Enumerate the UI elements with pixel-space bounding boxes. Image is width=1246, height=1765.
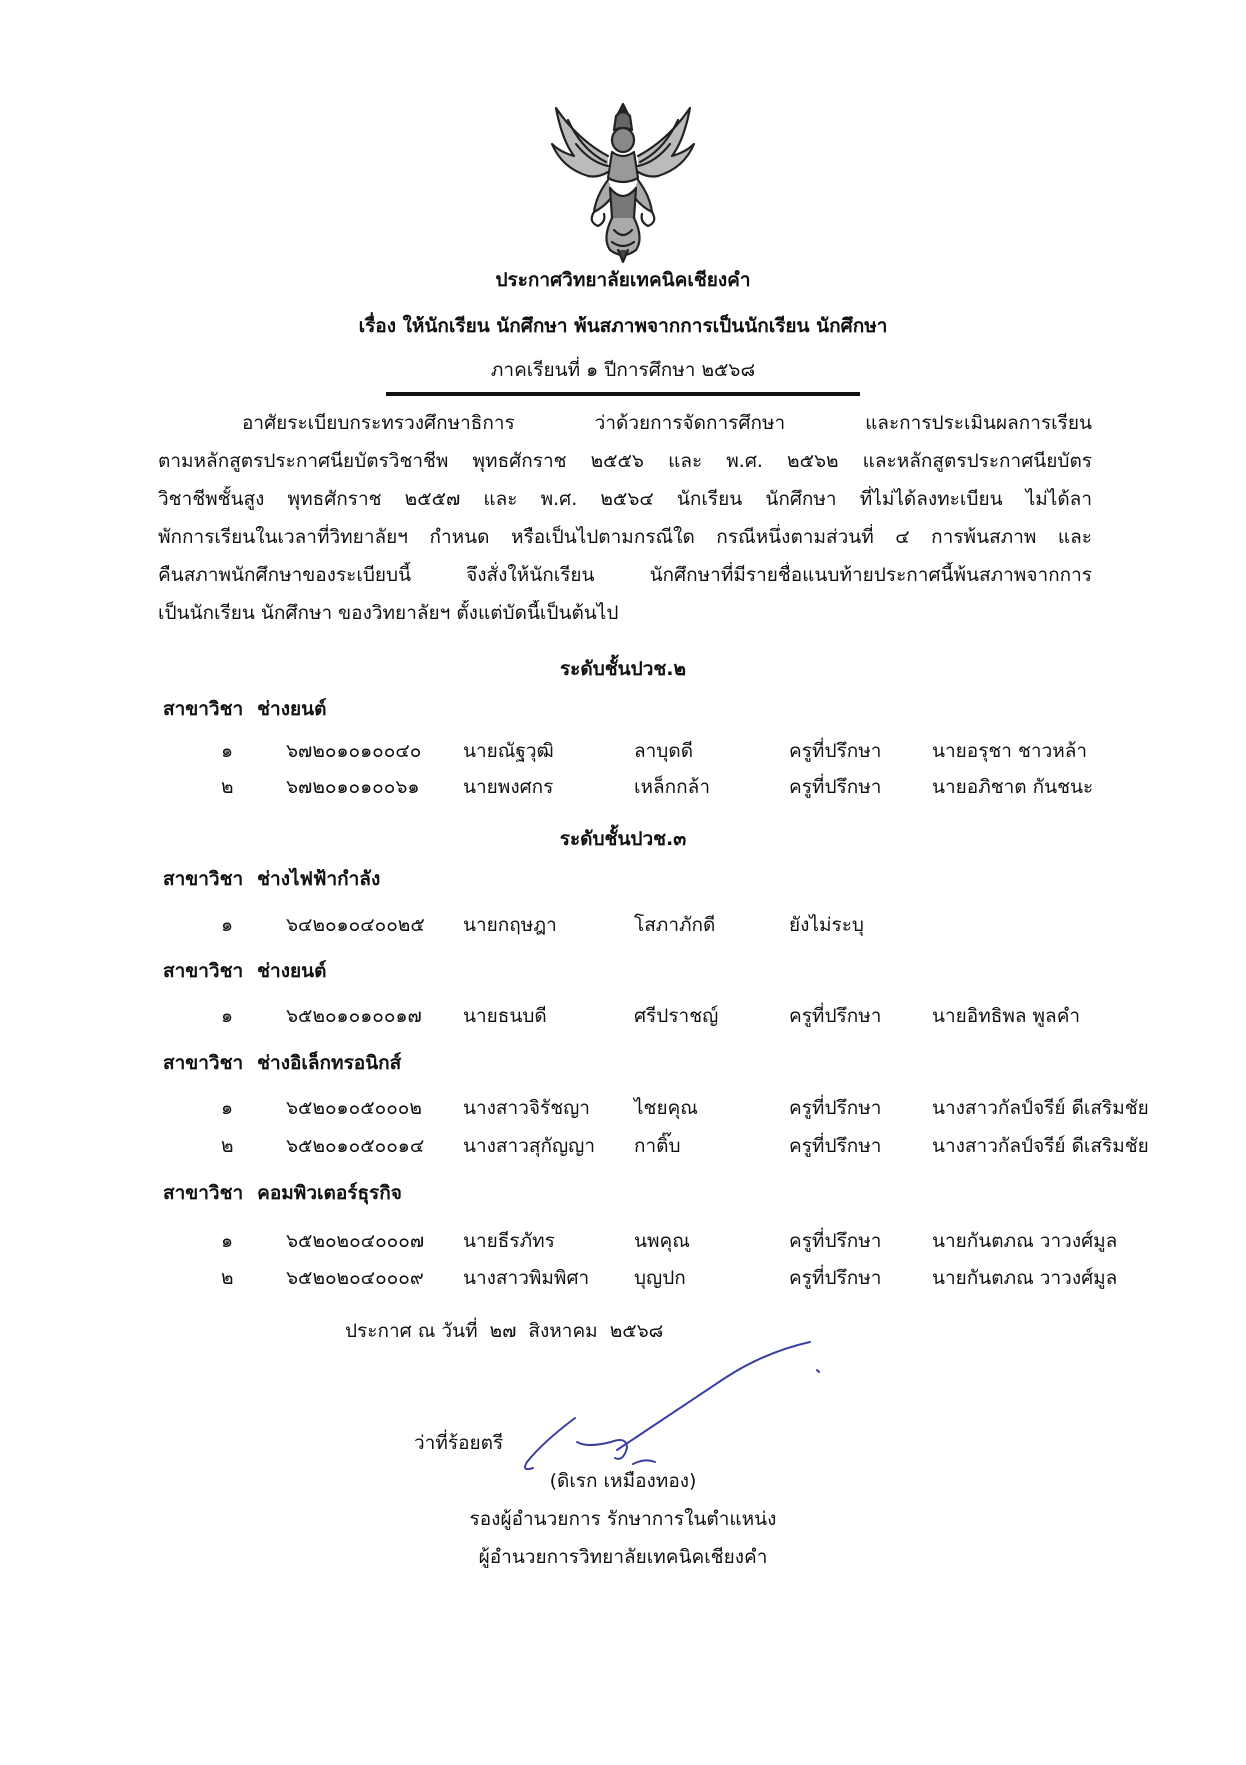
department-name: ช่างไฟฟ้ากำลัง — [257, 868, 381, 890]
student-first-name: นางสาวพิมพิศา — [463, 1267, 590, 1289]
advisor-name: นายอภิชาต กันชนะ — [932, 776, 1094, 798]
department-name: คอมพิวเตอร์ธุรกิจ — [257, 1182, 402, 1204]
department-heading — [163, 958, 326, 984]
student-last-name: นพคุณ — [634, 1230, 690, 1252]
student-id: ๖๗๒๐๑๐๑๐๐๔๐ — [286, 740, 422, 762]
student-row — [0, 738, 1246, 766]
student-number: ๑ — [221, 1230, 234, 1252]
student-first-name: นายกฤษฎา — [463, 914, 557, 936]
advisor-name: นางสาวกัลป์จรีย์ ดีเสริมชัย — [932, 1097, 1149, 1119]
department-name: ช่างยนต์ — [257, 698, 327, 720]
level-heading: ระดับชั้นปวช.๒ — [559, 658, 687, 680]
student-row — [0, 1228, 1246, 1256]
student-number: ๒ — [221, 776, 234, 798]
student-last-name: ไชยคุณ — [634, 1097, 698, 1119]
student-row — [0, 1003, 1246, 1031]
advisor-role: ครูที่ปรึกษา — [789, 1267, 882, 1289]
advisor-role: ครูที่ปรึกษา — [789, 1230, 882, 1252]
advisor-role: ครูที่ปรึกษา — [789, 1005, 882, 1027]
student-first-name: นายธีรภัทร — [463, 1230, 555, 1252]
department-heading — [163, 1050, 401, 1076]
level-heading: ระดับชั้นปวช.๓ — [559, 828, 687, 850]
department-label: สาขาวิชา — [163, 960, 244, 982]
announcement-title: ประกาศวิทยาลัยเทคนิคเชียงคำ — [495, 269, 751, 291]
student-number: ๑ — [221, 914, 234, 936]
student-id: ๖๗๒๐๑๐๑๐๐๖๑ — [286, 776, 420, 798]
signature-image — [515, 1330, 835, 1480]
body-line: เป็นนักเรียน นักศึกษา ของวิทยาลัยฯ ตั้งแต่บัดนี้เป็นต้นไป — [158, 602, 619, 624]
date-year: ๒๕๖๘ — [609, 1320, 664, 1342]
student-first-name: นายพงศกร — [463, 776, 554, 798]
student-number: ๑ — [221, 1097, 234, 1119]
department-label: สาขาวิชา — [163, 698, 244, 720]
student-row — [0, 1265, 1246, 1293]
department-name: ช่างยนต์ — [257, 960, 327, 982]
student-last-name: โสภาภักดี — [634, 914, 716, 936]
body-line: คืนสภาพนักศึกษาของระเบียบนี้ จึงสั่งให้นักเรียน นักศึกษาที่มีรายชื่อแนบท้ายประกาศนี้พ้นสภาพจากการ — [158, 564, 1092, 586]
announcement-term: ภาคเรียนที่ ๑ ปีการศึกษา ๒๕๖๘ — [490, 359, 756, 381]
advisor-role: ยังไม่ระบุ — [789, 914, 864, 936]
student-row — [0, 774, 1246, 802]
student-first-name: นายณัฐวุฒิ — [463, 740, 554, 762]
body-line: อาศัยระเบียบกระทรวงศึกษาธิการ ว่าด้วยการจัดการศึกษา และการประเมินผลการเรียน — [242, 412, 1092, 434]
student-id: ๖๕๒๐๒๐๔๐๐๐๗ — [286, 1230, 425, 1252]
student-last-name: เหล็กกล้า — [634, 776, 710, 798]
advisor-role: ครูที่ปรึกษา — [789, 1135, 882, 1157]
date-prefix: ประกาศ ณ วันที่ — [345, 1320, 478, 1342]
advisor-name: นางสาวกัลป์จรีย์ ดีเสริมชัย — [932, 1135, 1149, 1157]
department-name: ช่างอิเล็กทรอนิกส์ — [257, 1052, 402, 1074]
student-last-name: กาติ๊บ — [634, 1135, 681, 1157]
student-last-name: ศรีปราชญ์ — [634, 1005, 719, 1027]
body-line: ตามหลักสูตรประกาศนียบัตรวิชาชีพ พุทธศักราช ๒๕๕๖ และ พ.ศ. ๒๕๖๒ และหลักสูตรประกาศนียบัตร — [158, 450, 1092, 472]
department-label: สาขาวิชา — [163, 1182, 244, 1204]
student-row — [0, 1095, 1246, 1123]
student-last-name: ลาบุดดี — [634, 740, 694, 762]
student-first-name: นางสาวจิรัชญา — [463, 1097, 590, 1119]
signer-position-acting: ผู้อำนวยการวิทยาลัยเทคนิคเชียงคำ — [478, 1546, 768, 1568]
department-heading — [163, 866, 380, 892]
student-first-name: นางสาวสุกัญญา — [463, 1135, 596, 1157]
student-number: ๑ — [221, 1005, 234, 1027]
body-line: พักการเรียนในเวลาที่วิทยาลัยฯ กำหนด หรือเป็นไปตามกรณีใด กรณีหนึ่งตามส่วนที่ ๔ การพ้นสภาพ และ — [158, 526, 1092, 548]
advisor-role: ครูที่ปรึกษา — [789, 1097, 882, 1119]
student-row — [0, 912, 1246, 940]
advisor-name: นายอิทธิพล พูลคำ — [932, 1005, 1081, 1027]
body-line: วิชาชีพชั้นสูง พุทธศักราช ๒๕๕๗ และ พ.ศ. ๒๕๖๔ นักเรียน นักศึกษา ที่ไม่ได้ลงทะเบียน ไม่ได้ลา — [158, 488, 1092, 510]
announcement-subject: เรื่อง ให้นักเรียน นักศึกษา พ้นสภาพจากการเป็นนักเรียน นักศึกษา — [358, 315, 888, 337]
student-number: ๒ — [221, 1135, 234, 1157]
date-month: สิงหาคม — [528, 1320, 598, 1342]
advisor-name: นายกันตภณ วาวงศ์มูล — [932, 1267, 1118, 1289]
advisor-name: นายกันตภณ วาวงศ์มูล — [932, 1230, 1118, 1252]
student-id: ๖๕๒๐๒๐๔๐๐๐๙ — [286, 1267, 424, 1289]
student-first-name: นายธนบดี — [463, 1005, 547, 1027]
department-heading — [163, 696, 326, 722]
student-id: ๖๔๒๐๑๐๔๐๐๒๕ — [286, 914, 425, 936]
department-label: สาขาวิชา — [163, 1052, 244, 1074]
date-day: ๒๗ — [489, 1320, 517, 1342]
garuda-emblem-icon — [548, 100, 698, 265]
department-heading — [163, 1180, 402, 1206]
department-label: สาขาวิชา — [163, 868, 244, 890]
signer-position: รองผู้อำนวยการ รักษาการในตำแหน่ง — [469, 1508, 777, 1530]
signer-rank: ว่าที่ร้อยตรี — [414, 1432, 504, 1454]
advisor-role: ครูที่ปรึกษา — [789, 740, 882, 762]
student-last-name: บุญปก — [634, 1267, 686, 1289]
student-number: ๒ — [221, 1267, 234, 1289]
title-divider — [386, 392, 860, 396]
student-id: ๖๕๒๐๑๐๕๐๐๐๒ — [286, 1097, 422, 1119]
signer-name: (ดิเรก เหมืองทอง) — [549, 1470, 697, 1492]
student-id: ๖๕๒๐๑๐๕๐๐๑๔ — [286, 1135, 425, 1157]
advisor-name: นายอรุชา ชาวหล้า — [932, 740, 1088, 762]
student-number: ๑ — [221, 740, 234, 762]
student-id: ๖๕๒๐๑๐๑๐๐๑๗ — [286, 1005, 422, 1027]
student-row — [0, 1133, 1246, 1161]
advisor-role: ครูที่ปรึกษา — [789, 776, 882, 798]
